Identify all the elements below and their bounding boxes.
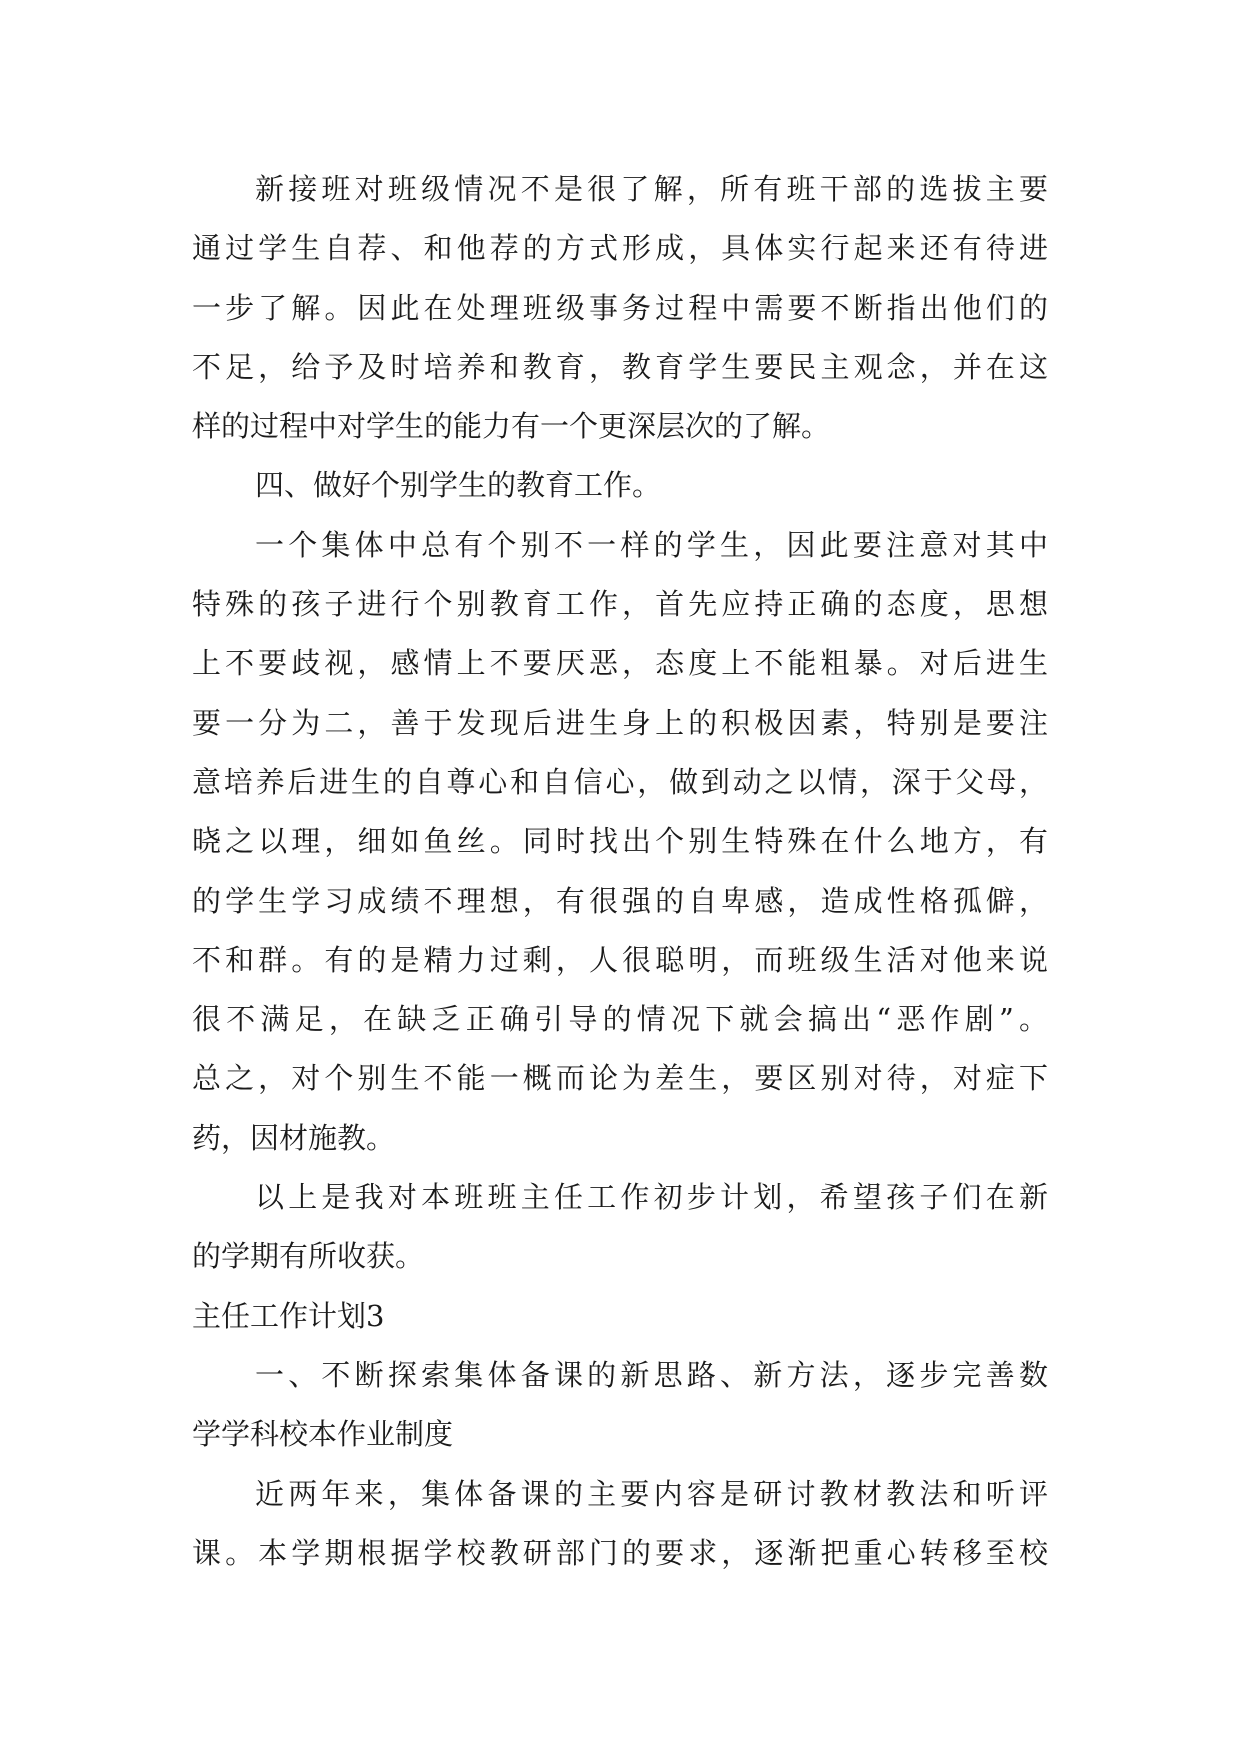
text-line: 近两年来，集体备课的主要内容是研讨教材教法和听评: [255, 1476, 1048, 1511]
text-line: 的学期有所收获。: [192, 1239, 425, 1274]
text-line: 总之，对个别生不能一概而论为差生，要区别对待，对症下: [192, 1061, 1048, 1096]
text-line: 样的过程中对学生的能力有一个更深层次的了解。: [192, 409, 831, 444]
text-line: 晓之以理，细如鱼丝。同时找出个别生特殊在什么地方，有: [192, 824, 1048, 859]
document-body: [192, 160, 1048, 1583]
text-line: 主任工作计划3: [192, 1298, 385, 1333]
text-line: 不足，给予及时培养和教育，教育学生要民主观念，并在这: [192, 349, 1048, 384]
text-line: 四、做好个别学生的教育工作。: [255, 468, 662, 503]
text-line: 的学生学习成绩不理想，有很强的自卑感，造成性格孤僻，: [192, 883, 1048, 918]
text-line: 以上是我对本班班主任工作初步计划，希望孩子们在新: [255, 1180, 1048, 1215]
text-line: 一、不断探索集体备课的新思路、新方法，逐步完善数: [255, 1357, 1048, 1392]
text-line: 特殊的孩子进行个别教育工作，首先应持正确的态度，思想: [192, 587, 1048, 622]
text-line: 不和群。有的是精力过剩，人很聪明，而班级生活对他来说: [192, 942, 1048, 977]
text-line: 学学科校本作业制度: [192, 1417, 454, 1452]
text-line: 一步了解。因此在处理班级事务过程中需要不断指出他们的: [192, 290, 1048, 325]
text-line: 课。本学期根据学校教研部门的要求，逐渐把重心转移至校: [192, 1535, 1048, 1570]
text-line: 要一分为二，善于发现后进生身上的积极因素，特别是要注: [192, 705, 1048, 740]
text-line: 一个集体中总有个别不一样的学生，因此要注意对其中: [255, 527, 1048, 562]
text-line: 药，因材施教。: [192, 1120, 396, 1155]
text-line: 意培养后进生的自尊心和自信心，做到动之以情，深于父母，: [192, 764, 1048, 799]
text-line: 新接班对班级情况不是很了解，所有班干部的选拔主要: [255, 172, 1048, 206]
text-line: 很不满足，在缺乏正确引导的情况下就会搞出“恶作剧”。: [192, 1002, 1048, 1037]
text-line: 通过学生自荐、和他荐的方式形成，具体实行起来还有待进: [192, 231, 1048, 266]
text-line: 上不要歧视，感情上不要厌恶，态度上不能粗暴。对后进生: [192, 646, 1048, 681]
